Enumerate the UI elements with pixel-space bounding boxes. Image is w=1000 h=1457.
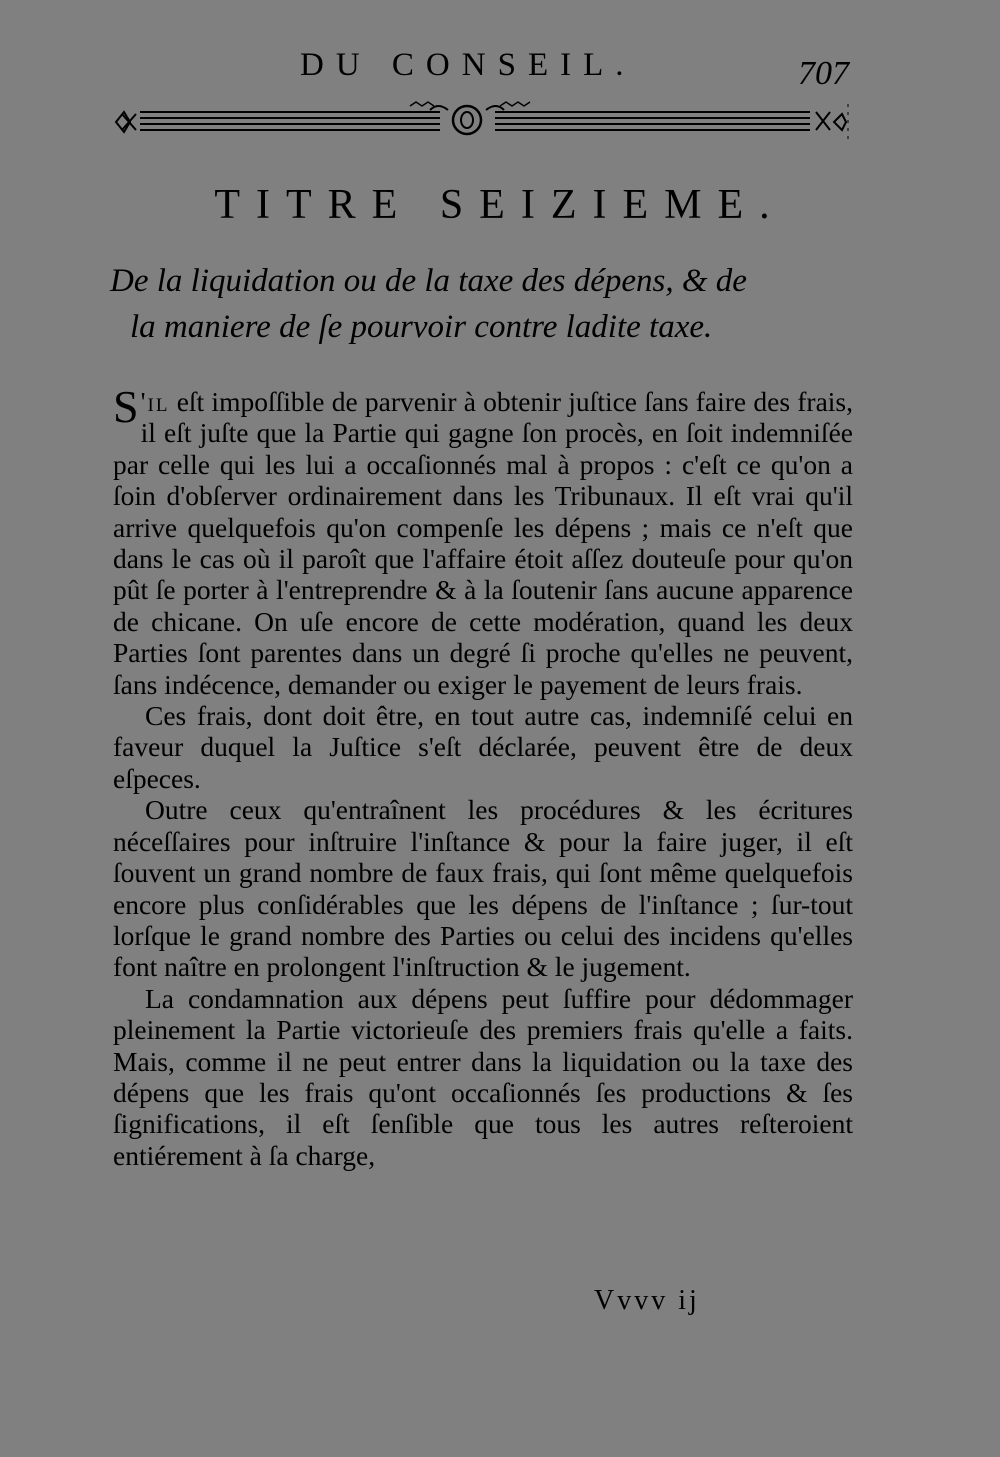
body-text	[113, 381, 853, 1171]
drop-cap: S	[113, 381, 139, 432]
paragraph-2: Ces frais, dont doit être, en tout autre cas, indemniſé celui en faveur duquel la Juſtice s'eſt déclarée, peuvent être de deux eſpeces.	[113, 700, 853, 794]
paragraph-1	[113, 381, 853, 700]
paragraph-3: Outre ceux qu'entraînent les procédures & les écritures néceſſaires pour inſtruire l'inſtance & pour la faire juger, il eſt ſouvent un grand nombre de faux frais, qui ſont même quelquefois encore plus conſidérables que les dépens de l'inſtance ; ſur-tout lorſque le grand nombre des Parties ou celui des incidens qu'elles font naître en prolongent l'inſtruction & le jugement.	[113, 794, 853, 983]
paragraph-4: La condamnation aux dépens peut ſuffire pour dédommager pleinement la Partie victorieuſe des premiers frais qu'elle a faits. Mais, comme il ne peut entrer dans la liquidation ou la taxe des dépens que les frais qu'ont occaſionnés ſes productions & ſes ſignifications, il eſt ſenſible que tous les autres reſteroient entiérement à ſa charge,	[113, 982, 853, 1171]
decorative-rule-ornament	[110, 100, 855, 146]
catchword-signature: Vvvv ij	[594, 1285, 700, 1316]
paragraph-1-lead: 'il	[140, 386, 170, 417]
chapter-title: TITRE SEIZIEME.	[214, 182, 786, 228]
subtitle-line-1: De la liquidation ou de la taxe des dépens, & de	[110, 263, 747, 299]
running-head: DU CONSEIL.	[300, 47, 636, 83]
chapter-subtitle	[110, 258, 850, 350]
paragraph-1-text: eſt impoſſible de parvenir à obtenir juſtice ſans faire des frais, il eſt juſte que la Partie qui gagne ſon procès, en ſoit indemniſée par celle qui les lui a occaſionnés mal à propos : c'eſt ce qu'on a ſoin d'obſerver ordinairement dans les Tribunaux. Il eſt vrai qu'il arrive quelquefois qu'on compenſe les dépens ; mais ce n'eſt que dans le cas où il paroît que l'affaire étoit aſſez douteuſe pour qu'on pût ſe porter à l'entreprendre & à la ſoutenir ſans aucune apparence de chicane. On uſe encore de cette modération, quand les deux Parties ſont parentes dans un degré ſi proche qu'elles ne peuvent, ſans indécence, demander ou exiger le payement de leurs frais.	[113, 386, 853, 700]
subtitle-line-2: la maniere de ſe pourvoir contre ladite taxe.	[130, 309, 713, 345]
page-number: 707	[798, 55, 849, 92]
